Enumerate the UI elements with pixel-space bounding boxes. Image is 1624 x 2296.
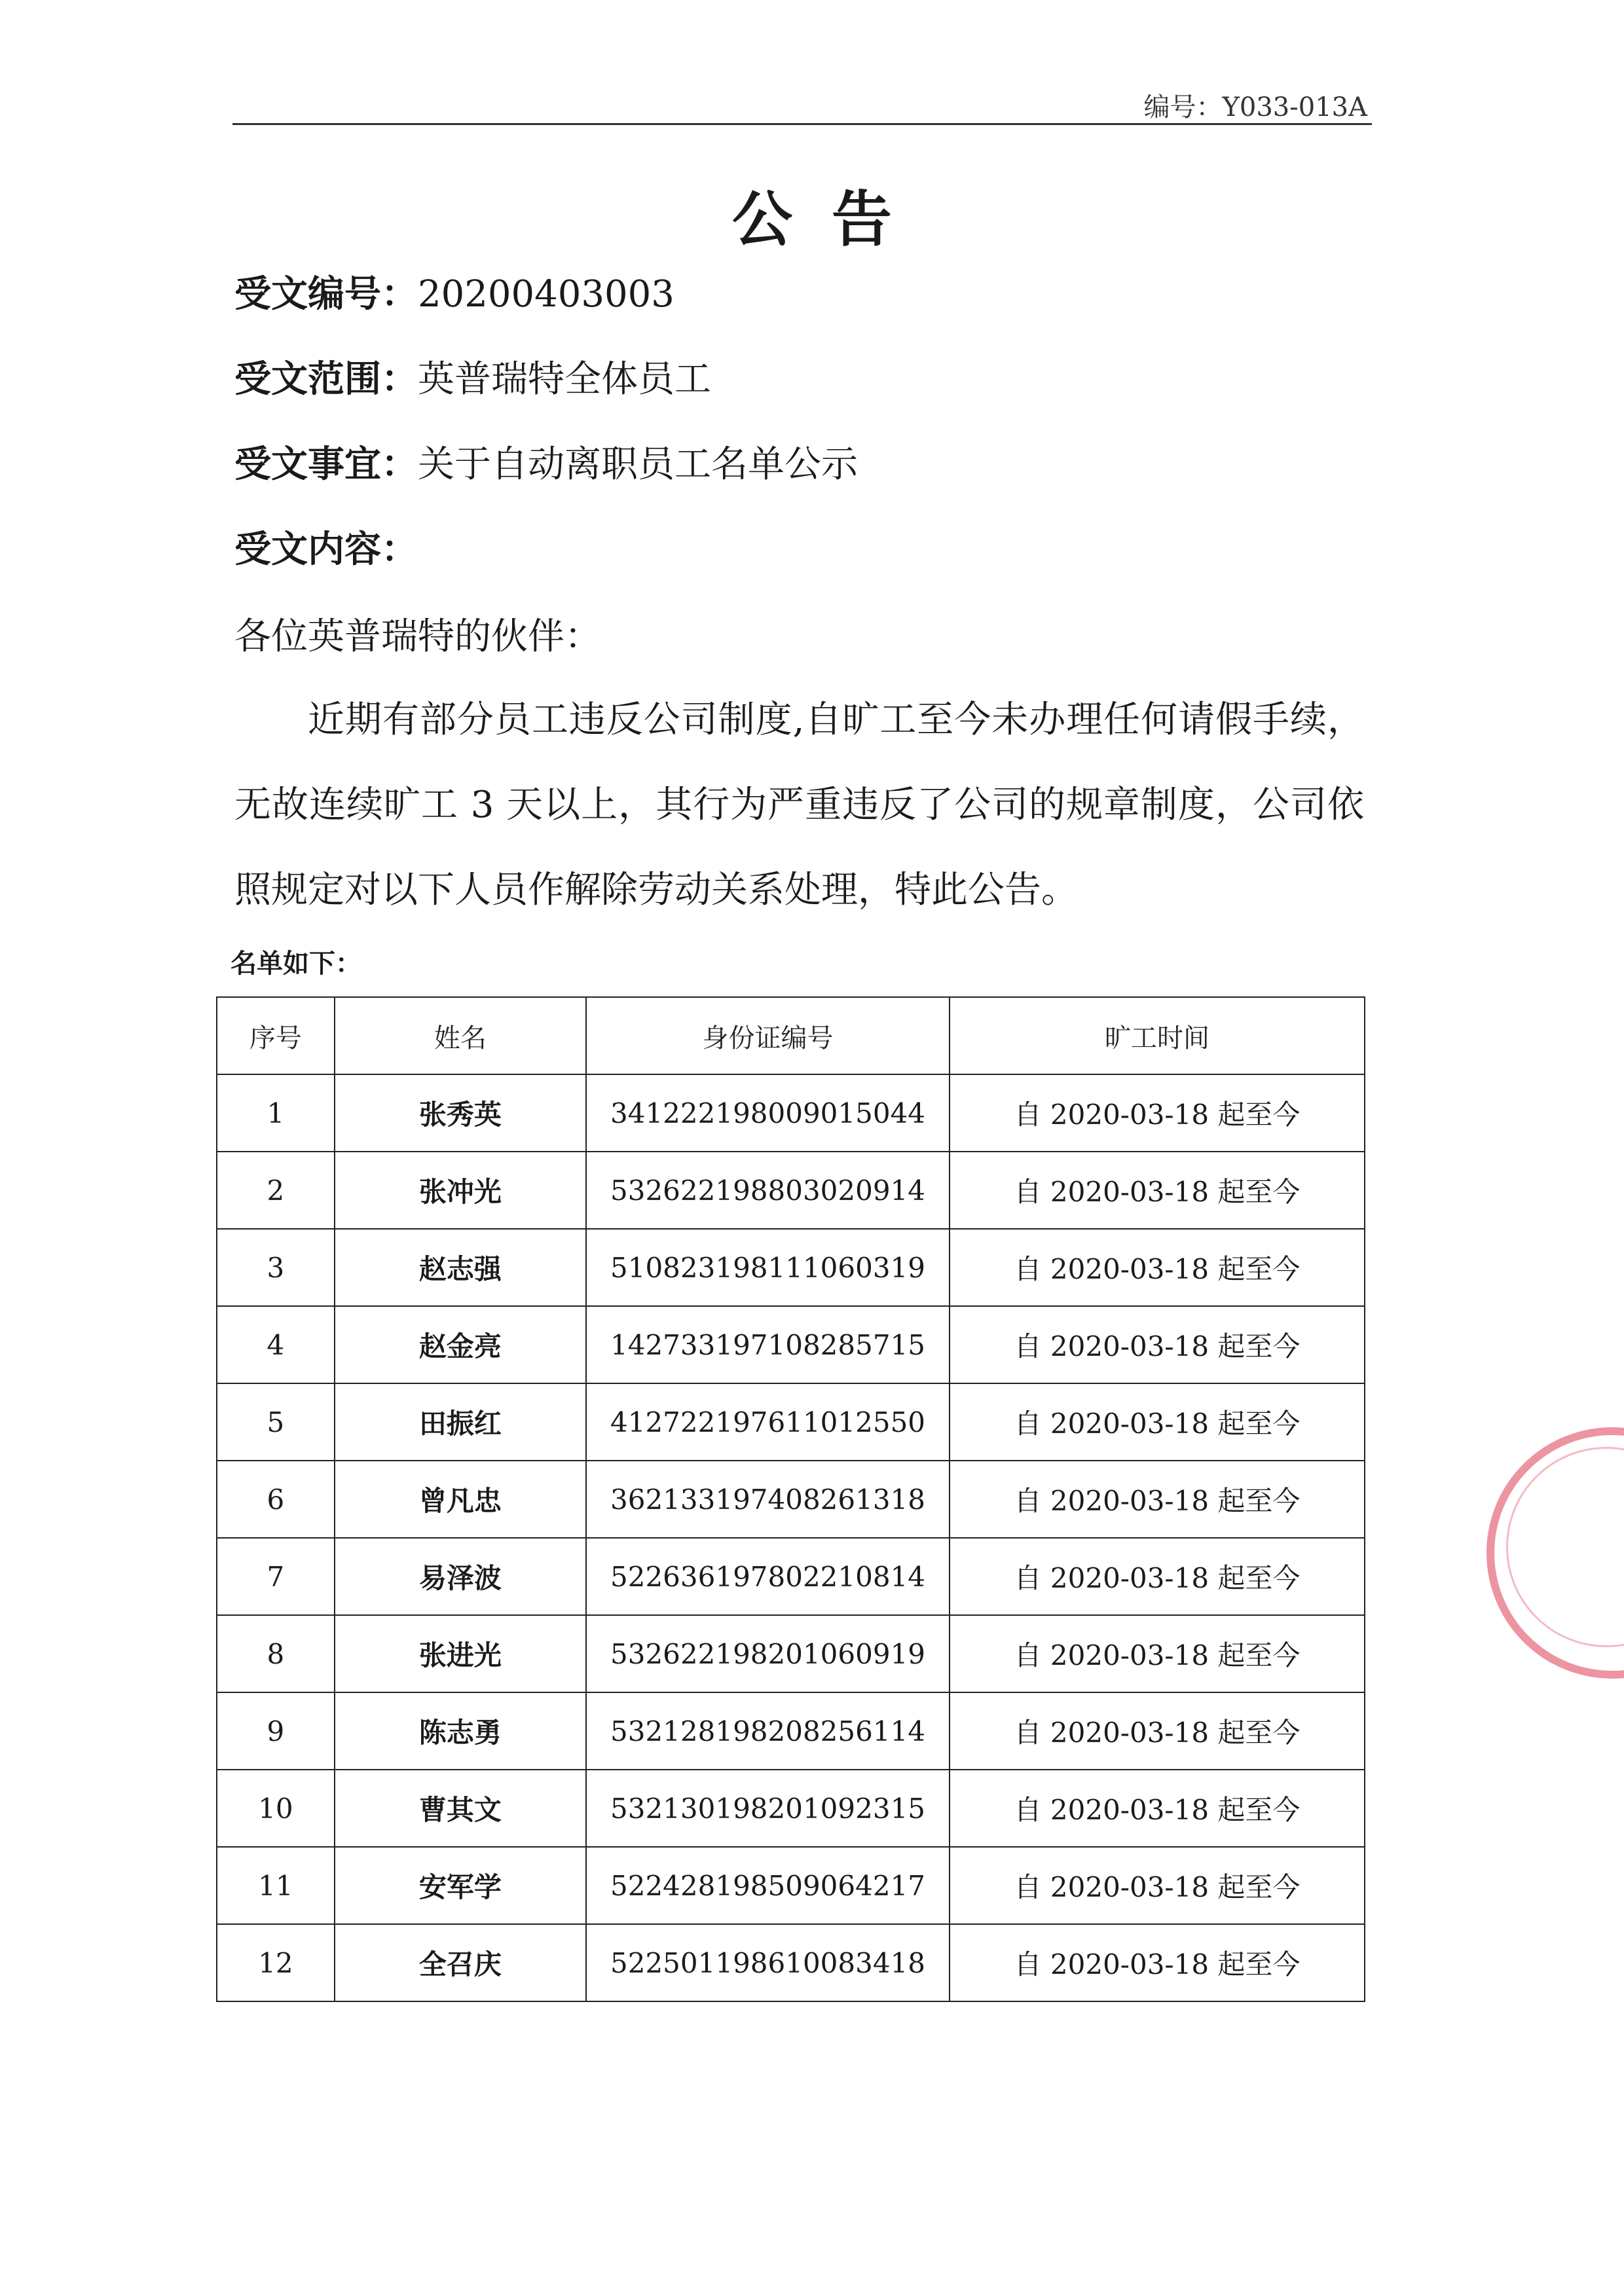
list-title: 名单如下： (231, 949, 361, 979)
cell-index: 2 (217, 1152, 335, 1229)
cell-index: 8 (217, 1615, 335, 1692)
roster-table (216, 996, 1365, 2002)
cell-absence-time: 自 2020-03-18 起至今 (950, 1229, 1365, 1306)
cell-index: 11 (217, 1847, 335, 1924)
cell-name: 张冲光 (335, 1152, 586, 1229)
cell-absence-time: 自 2020-03-18 起至今 (950, 1538, 1365, 1615)
field-doc-number (234, 265, 674, 318)
table-row (217, 1074, 1365, 1152)
cell-index: 10 (217, 1770, 335, 1847)
header-id-number: 身份证编号 (586, 997, 950, 1074)
table-row (217, 1538, 1365, 1615)
field-label: 受文范围： (234, 358, 418, 401)
field-label: 受文编号： (234, 273, 418, 316)
cell-id-number: 532130198201092315 (586, 1770, 950, 1847)
cell-index: 5 (217, 1383, 335, 1461)
cell-name: 易泽波 (335, 1538, 586, 1615)
header-index: 序号 (217, 997, 335, 1074)
cell-absence-time: 自 2020-03-18 起至今 (950, 1461, 1365, 1538)
cell-id-number: 522428198509064217 (586, 1847, 950, 1924)
cell-index: 3 (217, 1229, 335, 1306)
field-value: 关于自动离职员工名单公示 (418, 443, 858, 486)
cell-name: 陈志勇 (335, 1692, 586, 1770)
table-row (217, 1152, 1365, 1229)
cell-id-number: 341222198009015044 (586, 1074, 950, 1152)
cell-index: 6 (217, 1461, 335, 1538)
cell-id-number: 510823198111060319 (586, 1229, 950, 1306)
field-value: 英普瑞特全体员工 (418, 358, 711, 401)
cell-name: 张进光 (335, 1615, 586, 1692)
cell-name: 张秀英 (335, 1074, 586, 1152)
header-rule (232, 123, 1372, 125)
cell-id-number: 412722197611012550 (586, 1383, 950, 1461)
cell-id-number: 142733197108285715 (586, 1306, 950, 1383)
table-row (217, 1229, 1365, 1306)
cell-absence-time: 自 2020-03-18 起至今 (950, 1152, 1365, 1229)
cell-name: 赵志强 (335, 1229, 586, 1306)
cell-absence-time: 自 2020-03-18 起至今 (950, 1770, 1365, 1847)
document-number: 编号：Y033-013A (1143, 92, 1367, 122)
cell-id-number: 362133197408261318 (586, 1461, 950, 1538)
table-row (217, 1306, 1365, 1383)
cell-index: 7 (217, 1538, 335, 1615)
table-row (217, 1461, 1365, 1538)
cell-name: 赵金亮 (335, 1306, 586, 1383)
cell-id-number: 532622198803020914 (586, 1152, 950, 1229)
cell-id-number: 522636197802210814 (586, 1538, 950, 1615)
page-title: 公告 (731, 185, 931, 255)
field-value: 20200403003 (418, 273, 674, 316)
cell-absence-time: 自 2020-03-18 起至今 (950, 1306, 1365, 1383)
field-label: 受文事宜： (234, 443, 418, 486)
cell-absence-time: 自 2020-03-18 起至今 (950, 1847, 1365, 1924)
cell-index: 12 (217, 1924, 335, 2001)
table-row (217, 1770, 1365, 1847)
header-absence-time: 旷工时间 (950, 997, 1365, 1074)
field-scope (234, 350, 711, 403)
cell-absence-time: 自 2020-03-18 起至今 (950, 1615, 1365, 1692)
field-content (234, 520, 418, 573)
table-header-row (217, 997, 1365, 1074)
cell-name: 曹其文 (335, 1770, 586, 1847)
cell-absence-time: 自 2020-03-18 起至今 (950, 1383, 1365, 1461)
table-row (217, 1847, 1365, 1924)
body-paragraph: 近期有部分员工违反公司制度,自旷工至今未办理任何请假手续，无故连续旷工 3 天以上，其行为严重违反了公司的规章制度，公司依照规定对以下人员作解除劳动关系处理，特此公告。 (234, 699, 1364, 911)
table-row (217, 1615, 1365, 1692)
cell-index: 9 (217, 1692, 335, 1770)
field-label: 受文内容： (234, 528, 418, 571)
cell-name: 曾凡忠 (335, 1461, 586, 1538)
cell-name: 田振红 (335, 1383, 586, 1461)
table-row (217, 1383, 1365, 1461)
table-row (217, 1692, 1365, 1770)
cell-absence-time: 自 2020-03-18 起至今 (950, 1074, 1365, 1152)
cell-absence-time: 自 2020-03-18 起至今 (950, 1692, 1365, 1770)
field-subject (234, 435, 858, 488)
cell-id-number: 522501198610083418 (586, 1924, 950, 2001)
table-row (217, 1924, 1365, 2001)
cell-name: 全召庆 (335, 1924, 586, 2001)
greeting: 各位英普瑞特的伙伴： (234, 615, 601, 658)
cell-index: 4 (217, 1306, 335, 1383)
cell-index: 1 (217, 1074, 335, 1152)
cell-id-number: 532128198208256114 (586, 1692, 950, 1770)
cell-absence-time: 自 2020-03-18 起至今 (950, 1924, 1365, 2001)
cell-name: 安军学 (335, 1847, 586, 1924)
cell-id-number: 532622198201060919 (586, 1615, 950, 1692)
header-name: 姓名 (335, 997, 586, 1074)
